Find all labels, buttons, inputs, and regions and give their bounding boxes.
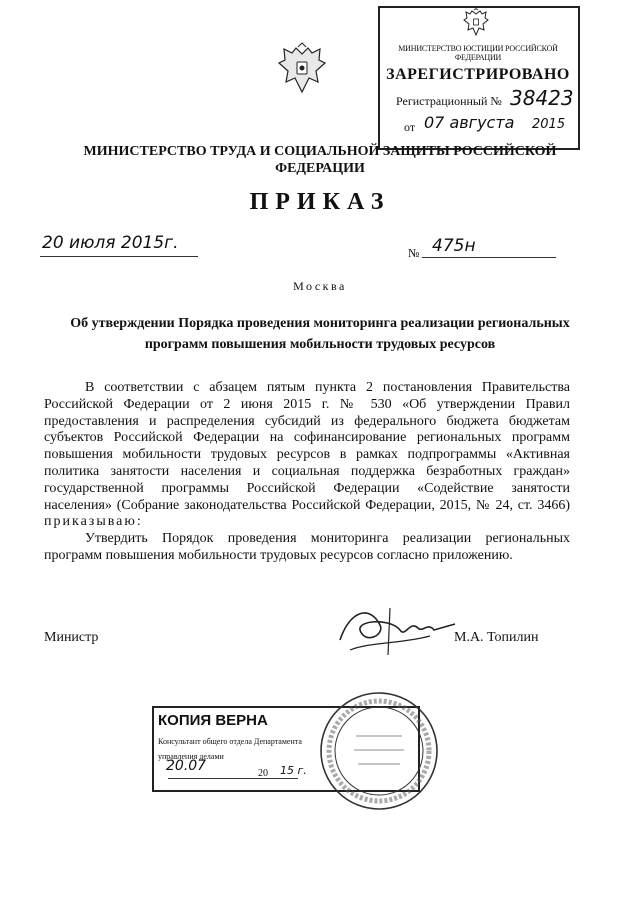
body-paragraph-2: Утвердить Порядок проведения мониторинга реализации региональных программ повышения мобильности трудовых ресурсов согласно приложению. [44, 531, 570, 563]
order-number: 475н [432, 236, 476, 256]
handwritten-signature [330, 600, 460, 662]
double-headed-eagle-icon [462, 8, 490, 38]
registration-date-value: 07 августа [424, 113, 515, 132]
coat-of-arms-icon [276, 42, 328, 98]
order-date: 20 июля 2015г. [42, 233, 179, 253]
copy-stamp-date-underline [168, 778, 298, 779]
order-title: Об утверждении Порядка проведения мониторинга реализации региональных программ повышения мобильности трудовых ресурсов [70, 316, 570, 352]
registration-ministry: МИНИСТЕРСТВО ЮСТИЦИИ РОССИЙСКОЙ ФЕДЕРАЦИИ [398, 44, 558, 62]
signatory-name: М.А. Топилин [454, 630, 539, 645]
copy-stamp-date: 20.07 [166, 758, 207, 774]
copy-stamp-position-2: управления делами [158, 752, 224, 761]
body-paragraph-1-text: В соответствии с абзацем пятым пункта 2 постановления Правительства Российской Федерации от 2 июня 2015 г. № 530 «Об утверждении Правил предоставления и распределения субсидий из федерального бюджета бюджетам субъектов Российской Федерации на софинансирование региональных программ повышения мобильности трудовых ресурсов в рамках подпрограммы «Активная политика занятости населения и социальная поддержка безработных граждан» государственной программы Российской Федерации «Содействие занятости населения» (Собрание законодательства Российской Федерации, 2015, № 24, ст. 3466) [44, 380, 570, 513]
registration-date-label: от [404, 120, 416, 134]
ministry-name: МИНИСТЕРСТВО ТРУДА И СОЦИАЛЬНОЙ ЗАЩИТЫ РОССИЙСКОЙ ФЕДЕРАЦИИ [83, 144, 557, 176]
copy-stamp-year: 15 г. [280, 764, 307, 777]
date-underline [40, 256, 198, 257]
city: Москва [293, 279, 347, 293]
registration-number-label: Регистрационный № [396, 94, 502, 108]
number-underline [422, 257, 556, 258]
order-number-prefix: № [408, 246, 420, 260]
registration-date-year: 2015 [532, 117, 566, 132]
document-type: ПРИКАЗ [249, 189, 391, 215]
body-paragraph-1 [44, 380, 570, 531]
order-body [44, 380, 570, 565]
copy-stamp-position-1: Консультант общего отдела Департамента [158, 737, 302, 746]
signatory-title: Министр [44, 630, 99, 645]
copy-stamp-title: КОПИЯ ВЕРНА [158, 712, 268, 729]
order-word: приказываю: [44, 514, 143, 530]
registration-title: ЗАРЕГИСТРИРОВАНО [386, 66, 570, 83]
registration-number-value: 38423 [510, 86, 574, 110]
copy-stamp-year-prefix: 20 [258, 768, 268, 779]
round-seal-stamp [318, 690, 440, 812]
